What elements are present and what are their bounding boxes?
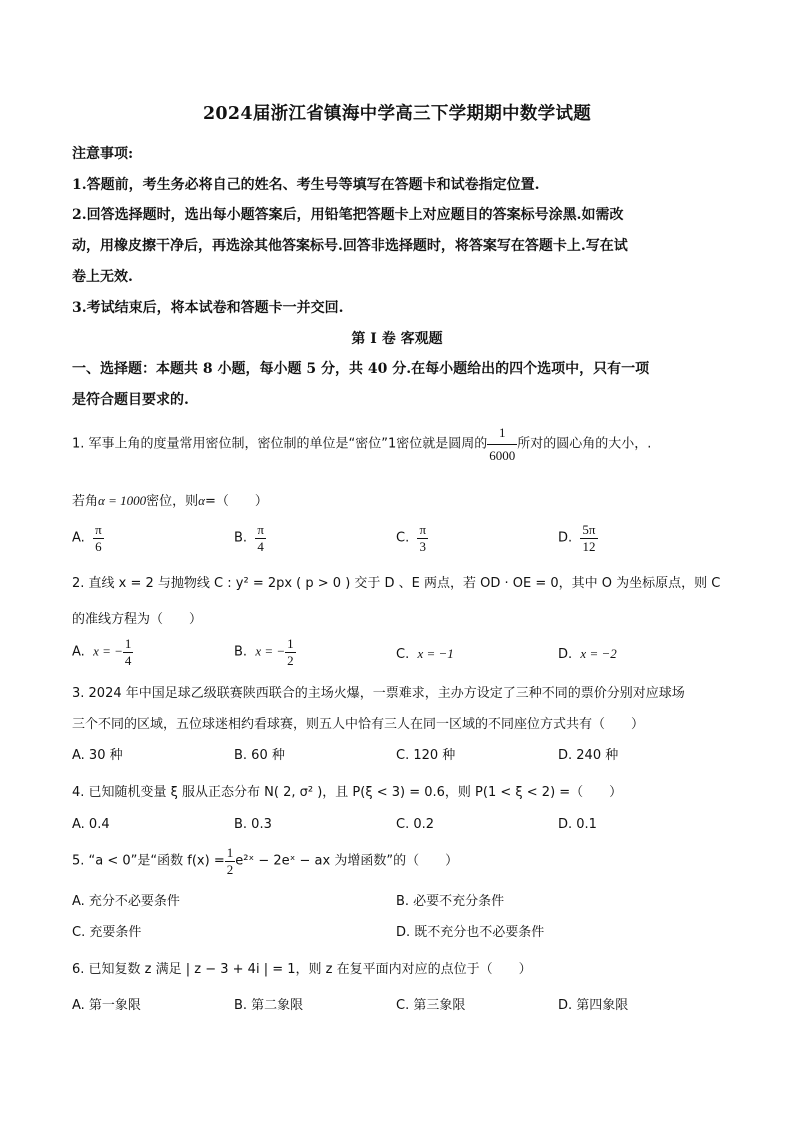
question-6-option-d: D. 第四象限 — [558, 998, 629, 1013]
fraction-denominator: 4 — [257, 538, 264, 554]
question-1-text-b: 所对的圆心角的大小，. — [517, 436, 652, 452]
question-3-line-2: 三个不同的区域，五位球迷相约看球赛，则五人中恰有三人在同一区域的不同座位方式共有（ ） — [72, 717, 645, 732]
fraction-numerator: 1 — [487, 425, 517, 445]
notice-item-2-end: 卷上无效. — [72, 269, 133, 285]
question-1-line-2 — [72, 490, 268, 509]
option-label: D. — [558, 530, 573, 546]
fraction-numerator: 1 — [226, 845, 234, 860]
fraction-numerator: π — [95, 522, 102, 537]
option-label: D. — [558, 647, 573, 662]
question-2-option-a — [72, 636, 133, 668]
fraction-denominator: 2 — [287, 652, 294, 668]
fraction-numerator: 1 — [287, 636, 294, 651]
notice-item-2: 2.回答选择题时，选出每小题答案后，用铅笔把答题卡上对应题目的答案标号涂黑.如需改 — [72, 207, 624, 223]
question-4-option-d: D. 0.1 — [558, 817, 597, 832]
question-1-math: α = 1000 — [98, 493, 147, 508]
question-2-option-d — [558, 646, 617, 662]
question-1-option-a — [72, 522, 104, 554]
question-1-line2-b: 密位，则 — [146, 494, 199, 509]
option-label: B. — [234, 644, 248, 660]
option-label: B. — [234, 530, 248, 546]
notice-item-2-cont: 动，用橡皮擦干净后，再选涂其他答案标号.回答非选择题时，将答案写在答题卡上.写在试 — [72, 238, 628, 254]
notice-item-1: 1.答题前，考生务必将自己的姓名、考生号等填写在答题卡和试卷指定位置. — [72, 177, 540, 193]
question-1-option-b — [234, 522, 266, 554]
question-4-option-a: A. 0.4 — [72, 817, 110, 832]
question-4-option-c: C. 0.2 — [396, 817, 435, 832]
question-2-line-2: 的准线方程为（ ） — [72, 612, 203, 627]
option-math: x = −1 — [417, 646, 454, 661]
question-1-stem — [72, 425, 651, 463]
question-1-text-a: 1. 军事上角的度量常用密位制，密位制的单位是“密位”1密位就是圆周的 — [72, 436, 488, 452]
question-3-line-1: 3. 2024 年中国足球乙级联赛陕西联合的主场火爆，一票难求，主办方设定了三种不同的票价分别对应球场 — [72, 686, 685, 701]
fraction-denominator: 6 — [95, 538, 102, 554]
fraction-1-over-6000 — [487, 425, 517, 463]
fraction-denominator: 3 — [419, 538, 427, 554]
option-fraction — [285, 636, 296, 668]
section-title: 第 I 卷 客观题 — [351, 331, 443, 347]
option-fraction — [123, 636, 134, 668]
question-4-option-b: B. 0.3 — [234, 817, 272, 832]
question-5-option-c: C. 充要条件 — [72, 925, 142, 940]
fraction-denominator: 12 — [582, 538, 596, 554]
question-1-alpha: α — [198, 493, 205, 508]
fraction-numerator: 1 — [124, 636, 132, 651]
option-math: x = − — [93, 643, 123, 659]
question-5-post: e²ˣ − 2eˣ − ax 为增函数”的（ ） — [235, 853, 459, 869]
question-5-line-1 — [72, 845, 458, 877]
question-5-pre: 5. “a < 0”是“函数 f(x) = — [72, 853, 225, 869]
question-6-line-1: 6. 已知复数 z 满足 | z − 3 + 4i | = 1，则 z 在复平面内对应的点位于（ ） — [72, 962, 532, 977]
question-3-option-c: C. 120 种 — [396, 748, 456, 763]
question-5-option-a: A. 充分不必要条件 — [72, 894, 180, 909]
option-fraction — [580, 522, 597, 554]
question-5-option-b: B. 必要不充分条件 — [396, 894, 505, 909]
option-label: A. — [72, 530, 85, 546]
part-instructions-line-1: 一、选择题：本题共 8 小题，每小题 5 分，共 40 分.在每小题给出的四个选项中，只有一项 — [72, 361, 650, 377]
option-label: C. — [396, 647, 410, 662]
notice-item-3: 3.考试结束后，将本试卷和答题卡一并交回. — [72, 300, 344, 316]
question-3-option-b: B. 60 种 — [234, 748, 285, 763]
question-2-option-c — [396, 646, 454, 662]
fraction-numerator: 5π — [582, 522, 596, 537]
fraction-numerator: π — [257, 522, 264, 537]
option-fraction — [255, 522, 266, 554]
question-6-option-c: C. 第三象限 — [396, 998, 466, 1013]
fraction-denominator: 4 — [124, 652, 132, 668]
question-3-option-a: A. 30 种 — [72, 748, 123, 763]
question-5-option-d: D. 既不充分也不必要条件 — [396, 925, 545, 940]
question-1-line2-c: =（ ） — [204, 494, 268, 509]
option-fraction — [417, 522, 428, 554]
option-label: C. — [396, 530, 410, 546]
question-6-option-a: A. 第一象限 — [72, 998, 141, 1013]
page-title: 2024届浙江省镇海中学高三下学期期中数学试题 — [202, 104, 592, 124]
option-math: x = − — [255, 643, 286, 659]
question-1-option-c — [396, 522, 428, 554]
fraction-one-half — [225, 845, 236, 877]
fraction-denominator: 2 — [226, 861, 234, 877]
fraction-denominator: 6000 — [489, 447, 516, 463]
question-1-option-d — [558, 522, 598, 554]
option-label: A. — [72, 644, 85, 660]
question-4-line-1: 4. 已知随机变量 ξ 服从正态分布 N( 2, σ² )，且 P(ξ < 3) = 0.6，则 P(1 < ξ < 2) =（ ） — [72, 785, 623, 800]
part-instructions-line-2: 是符合题目要求的. — [72, 392, 189, 408]
notice-heading: 注意事项: — [72, 146, 134, 162]
question-2-line-1: 2. 直线 x = 2 与抛物线 C : y² = 2px ( p > 0 ) 交于 D 、E 两点，若 OD · OE = 0，其中 O 为坐标原点，则 C — [72, 576, 721, 591]
question-6-option-b: B. 第二象限 — [234, 998, 304, 1013]
question-2-option-b — [234, 636, 296, 668]
option-math: x = −2 — [580, 646, 617, 661]
option-fraction — [93, 522, 104, 554]
question-1-line2-a: 若角 — [72, 494, 99, 509]
fraction-numerator: π — [419, 522, 427, 537]
question-3-option-d: D. 240 种 — [558, 748, 619, 763]
